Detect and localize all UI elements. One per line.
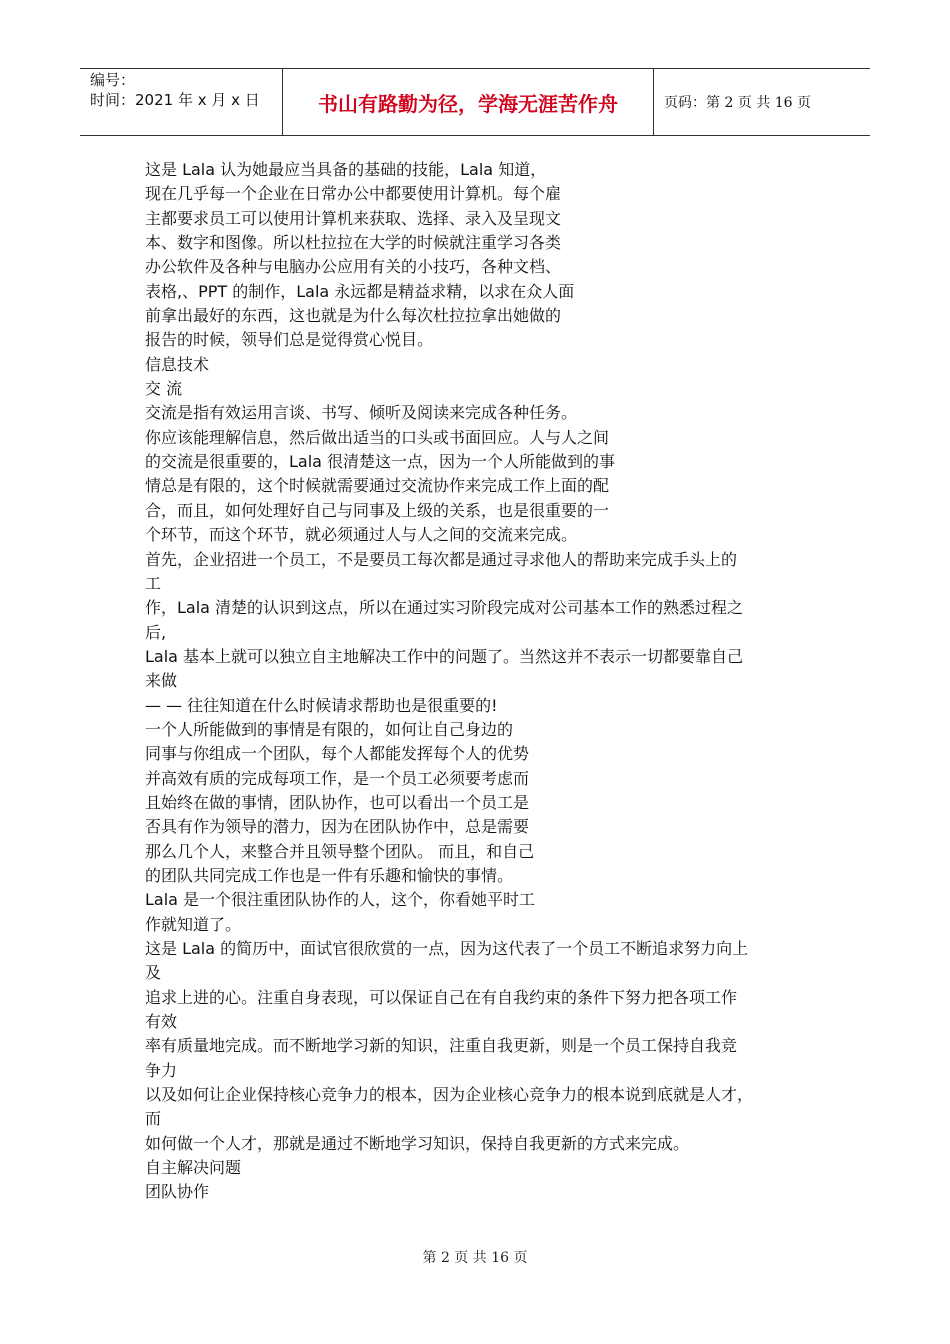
body-text-line: 自主解决问题 bbox=[145, 1158, 242, 1178]
body-text-line: 以及如何让企业保持核心竞争力的根本，因为企业核心竞争力的根本说到底就是人才， bbox=[145, 1085, 754, 1105]
header-motto: 书山有路勤为径，学海无涯苦作舟 bbox=[318, 91, 618, 116]
body-text-line: 来做 bbox=[145, 671, 178, 691]
body-text-line: 表格,、PPT 的制作，Lala 永远都是精益求精，以求在众人面 bbox=[145, 281, 575, 301]
body-text-line: 的交流是很重要的，Lala 很清楚这一点，因为一个人所能做到的事 bbox=[145, 452, 616, 472]
body-text-line: 主都要求员工可以使用计算机来获取、选择、录入及呈现文 bbox=[145, 208, 562, 228]
body-text-line: 有效 bbox=[145, 1012, 178, 1032]
body-text-line: 一个人所能做到的事情是有限的，如何让自己身边的 bbox=[145, 719, 514, 739]
body-text-line: 你应该能理解信息，然后做出适当的口头或书面回应。人与人之间 bbox=[145, 427, 610, 447]
page-header bbox=[80, 68, 870, 136]
header-page-info: 页码：第 2 页 共 16 页 bbox=[664, 95, 811, 111]
body-text-line: 个环节，而这个环节，就必须通过人与人之间的交流来完成。 bbox=[145, 525, 578, 545]
body-text-line: 办公软件及各种与电脑办公应用有关的小技巧，各种文档、 bbox=[145, 257, 562, 277]
body-text-line: 本、数字和图像。所以杜拉拉在大学的时候就注重学习各类 bbox=[145, 233, 562, 253]
document-number-label: 编号： bbox=[90, 71, 136, 89]
body-text-line: 作就知道了。 bbox=[145, 914, 242, 934]
body-text-line: 情总是有限的，这个时候就需要通过交流协作来完成工作上面的配 bbox=[145, 476, 610, 496]
body-text-line: 率有质量地完成。而不断地学习新的知识，注重自我更新，则是一个员工保持自我竞 bbox=[145, 1036, 738, 1056]
document-time-label: 时间：2021 年 x 月 x 日 bbox=[90, 91, 260, 109]
body-text-line: 并高效有质的完成每项工作，是一个员工必须要考虑而 bbox=[145, 768, 530, 788]
body-text-line: 信息技术 bbox=[145, 354, 210, 374]
body-text-line: 那么几个人，来整合并且领导整个团队。 而且，和自己 bbox=[145, 841, 535, 861]
body-text-line: 交 流 bbox=[145, 379, 183, 399]
body-text-line: 首先，企业招进一个员工，不是要员工每次都是通过寻求他人的帮助来完成手头上的 bbox=[145, 549, 738, 569]
body-text-line: 追求上进的心。注重自身表现，可以保证自己在有自我约束的条件下努力把各项工作 bbox=[145, 987, 738, 1007]
body-text-line: 前拿出最好的东西，这也就是为什么每次杜拉拉拿出她做的 bbox=[145, 306, 562, 326]
body-text-line: 合，而且，如何处理好自己与同事及上级的关系，也是很重要的一 bbox=[145, 500, 610, 520]
header-divider bbox=[653, 68, 654, 136]
body-text-line: 后, bbox=[145, 622, 167, 642]
body-text-line: 且始终在做的事情，团队协作，也可以看出一个员工是 bbox=[145, 792, 530, 812]
body-text-line: 团队协作 bbox=[145, 1182, 210, 1202]
body-text-line: Lala 是一个很注重团队协作的人，这个，你看她平时工 bbox=[145, 890, 536, 910]
body-text-line: 如何做一个人才，那就是通过不断地学习知识，保持自我更新的方式来完成。 bbox=[145, 1133, 690, 1153]
document-body bbox=[145, 158, 805, 1205]
body-text-line: 争力 bbox=[145, 1060, 178, 1080]
body-text-line: 及 bbox=[145, 963, 162, 983]
body-text-line: 交流是指有效运用言谈、书写、倾听及阅读来完成各种任务。 bbox=[145, 403, 578, 423]
body-text-line: 工 bbox=[145, 573, 162, 593]
body-text-line: 报告的时候，领导们总是觉得赏心悦目。 bbox=[145, 330, 434, 350]
body-text-line: 现在几乎每一个企业在日常办公中都要使用计算机。每个雇 bbox=[145, 184, 562, 204]
body-text-line: 同事与你组成一个团队，每个人都能发挥每个人的优势 bbox=[145, 744, 530, 764]
body-text-line: 这是 Lala 的简历中，面试官很欣赏的一点，因为这代表了一个员工不断追求努力向上 bbox=[145, 939, 749, 958]
body-text-line: 的团队共同完成工作也是一件有乐趣和愉快的事情。 bbox=[145, 865, 514, 885]
body-text-line: — — 往往知道在什么时候请求帮助也是很重要的! bbox=[145, 695, 498, 715]
page-footer: 第 2 页 共 16 页 bbox=[422, 1250, 528, 1266]
body-text-line: Lala 基本上就可以独立自主地解决工作中的问题了。当然这并不表示一切都要靠自己 bbox=[145, 646, 744, 666]
body-text-line: 作，Lala 清楚的认识到这点，所以在通过实习阶段完成对公司基本工作的熟悉过程之 bbox=[145, 598, 744, 618]
body-text-line: 而 bbox=[145, 1109, 162, 1129]
header-meta bbox=[90, 70, 260, 110]
body-text-line: 这是 Lala 认为她最应当具备的基础的技能，Lala 知道， bbox=[145, 160, 547, 179]
body-text-line: 否具有作为领导的潜力，因为在团队协作中，总是需要 bbox=[145, 817, 530, 837]
